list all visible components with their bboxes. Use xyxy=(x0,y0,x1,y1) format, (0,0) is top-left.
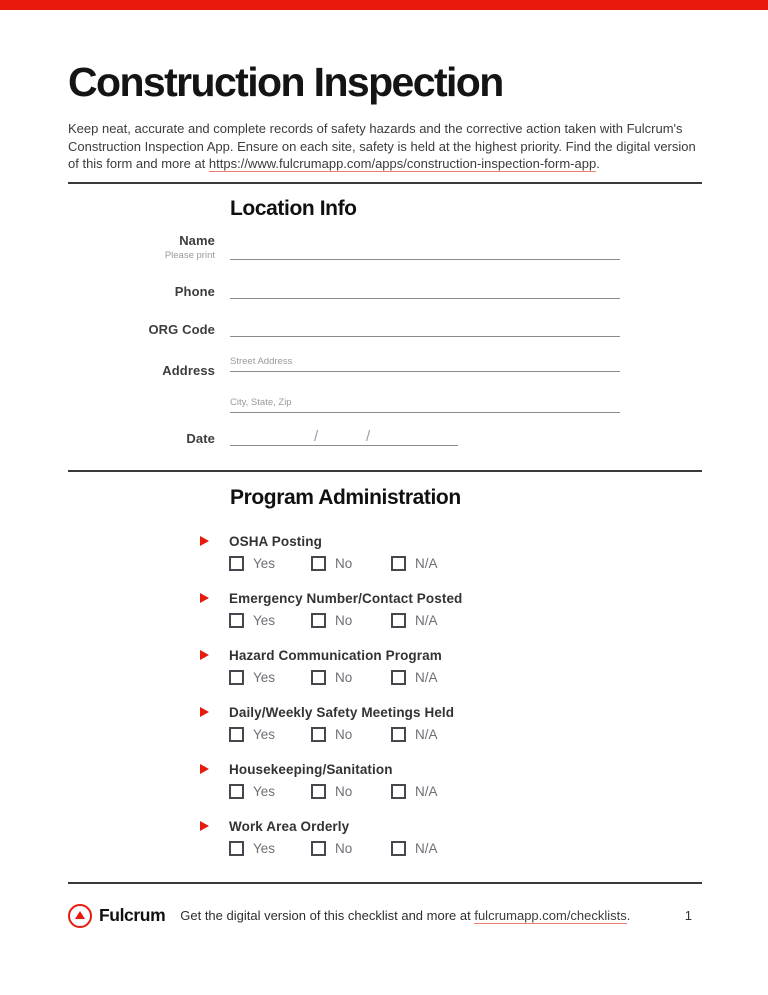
option-label: Yes xyxy=(253,555,276,571)
checkbox-no[interactable] xyxy=(311,613,326,628)
checklist-item-title: Emergency Number/Contact Posted xyxy=(229,590,463,606)
option-na[interactable] xyxy=(391,784,438,799)
name-input-line[interactable] xyxy=(230,259,620,260)
phone-input-line[interactable] xyxy=(230,283,620,299)
option-label: N/A xyxy=(415,726,438,742)
intro-text-end: . xyxy=(596,156,600,172)
address-label: Address xyxy=(162,362,215,378)
street-address-input-line[interactable] xyxy=(230,351,620,372)
option-label: Yes xyxy=(253,669,276,685)
red-triangle-right-icon xyxy=(200,593,209,603)
checklist-item-title: Hazard Communication Program xyxy=(229,647,442,663)
city-state-zip-input-line[interactable] xyxy=(230,392,620,413)
red-triangle-right-icon xyxy=(200,536,209,546)
footer-link[interactable]: fulcrumapp.com/checklists xyxy=(474,908,627,924)
option-label: No xyxy=(335,726,353,742)
field-row-date xyxy=(68,429,702,446)
name-label-block xyxy=(68,233,215,261)
checkbox-na[interactable] xyxy=(391,556,406,571)
checklist-item-title: OSHA Posting xyxy=(229,533,322,549)
option-label: No xyxy=(335,783,353,799)
option-no[interactable] xyxy=(311,670,391,685)
option-no[interactable] xyxy=(311,784,391,799)
name-sublabel: Please print xyxy=(164,249,215,261)
option-yes[interactable] xyxy=(229,670,311,685)
checkbox-yes[interactable] xyxy=(229,613,244,628)
checklist-item-safety-meetings xyxy=(200,705,702,742)
option-label: No xyxy=(335,555,353,571)
page-number: 1 xyxy=(684,908,692,924)
date-label: Date xyxy=(186,430,215,446)
intro-paragraph xyxy=(68,120,702,173)
checkbox-yes[interactable] xyxy=(229,784,244,799)
divider xyxy=(68,882,702,884)
option-no[interactable] xyxy=(311,613,391,628)
org-code-label: ORG Code xyxy=(148,321,215,337)
option-no[interactable] xyxy=(311,556,391,571)
checkbox-no[interactable] xyxy=(311,784,326,799)
footer-text-start: Get the digital version of this checklist and more at xyxy=(180,908,475,924)
page-footer xyxy=(68,904,702,928)
option-label: Yes xyxy=(253,726,276,742)
footer-text xyxy=(180,908,630,923)
divider xyxy=(68,182,702,184)
org-code-input-line[interactable] xyxy=(230,321,620,337)
divider xyxy=(68,470,702,472)
option-na[interactable] xyxy=(391,613,438,628)
option-label: N/A xyxy=(415,840,438,856)
field-row-address xyxy=(68,351,702,413)
footer-text-end: . xyxy=(626,908,631,924)
checklist-item-work-area-orderly xyxy=(200,819,702,856)
option-yes[interactable] xyxy=(229,841,311,856)
date-separator-2: / xyxy=(366,427,371,445)
option-na[interactable] xyxy=(391,727,438,742)
field-row-phone xyxy=(68,283,702,299)
option-no[interactable] xyxy=(311,727,391,742)
option-yes[interactable] xyxy=(229,613,311,628)
option-label: No xyxy=(335,612,353,628)
up-triangle-icon xyxy=(75,911,85,919)
option-label: N/A xyxy=(415,612,438,628)
red-circle-up-triangle-icon xyxy=(68,904,92,928)
phone-label: Phone xyxy=(174,283,215,299)
option-label: Yes xyxy=(253,840,276,856)
date-input-line[interactable] xyxy=(230,429,458,446)
option-na[interactable] xyxy=(391,556,438,571)
name-label: Name xyxy=(179,232,215,248)
red-triangle-right-icon xyxy=(200,707,209,717)
red-triangle-right-icon xyxy=(200,764,209,774)
checklist-item-emergency-number xyxy=(200,591,702,628)
checkbox-yes[interactable] xyxy=(229,670,244,685)
field-row-name xyxy=(68,233,702,261)
brand-name: Fulcrum xyxy=(99,905,166,926)
checklist-item-title: Work Area Orderly xyxy=(229,818,350,834)
checklist-item-title: Daily/Weekly Safety Meetings Held xyxy=(229,704,455,720)
intro-link[interactable]: https://www.fulcrumapp.com/apps/construction-inspection-form-app xyxy=(208,156,597,172)
option-na[interactable] xyxy=(391,670,438,685)
option-label: N/A xyxy=(415,555,438,571)
checklist-item-osha-posting xyxy=(200,534,702,571)
red-triangle-right-icon xyxy=(200,821,209,831)
checkbox-na[interactable] xyxy=(391,613,406,628)
checkbox-yes[interactable] xyxy=(229,841,244,856)
checklist-item-hazard-communication xyxy=(200,648,702,685)
checkbox-yes[interactable] xyxy=(229,727,244,742)
option-label: No xyxy=(335,840,353,856)
city-state-zip-hint: City, State, Zip xyxy=(230,396,292,408)
option-label: N/A xyxy=(415,669,438,685)
option-yes[interactable] xyxy=(229,784,311,799)
option-label: N/A xyxy=(415,783,438,799)
checkbox-no[interactable] xyxy=(311,670,326,685)
checklist-item-title: Housekeeping/Sanitation xyxy=(229,761,393,777)
option-no[interactable] xyxy=(311,841,391,856)
option-na[interactable] xyxy=(391,841,438,856)
date-separator-1: / xyxy=(314,427,319,445)
intro-text: Keep neat, accurate and complete records of safety hazards and the corrective action taken with Fulcrum's Construction Inspection App. Ensure on each site, safety is held at the highest priority. Find the digital version of this form and more at xyxy=(68,121,696,172)
checkbox-no[interactable] xyxy=(311,556,326,571)
section-heading-program-administration: Program Administration xyxy=(230,485,461,509)
page-title: Construction Inspection xyxy=(68,59,503,105)
checkbox-yes[interactable] xyxy=(229,556,244,571)
option-yes[interactable] xyxy=(229,556,311,571)
checkbox-no[interactable] xyxy=(311,841,326,856)
option-label: Yes xyxy=(253,612,276,628)
checkbox-na[interactable] xyxy=(391,841,406,856)
checkbox-na[interactable] xyxy=(391,670,406,685)
checkbox-na[interactable] xyxy=(391,784,406,799)
field-row-org-code xyxy=(68,321,702,337)
option-label: No xyxy=(335,669,353,685)
checkbox-no[interactable] xyxy=(311,727,326,742)
checkbox-na[interactable] xyxy=(391,727,406,742)
top-accent-bar xyxy=(0,0,768,10)
section-heading-location-info: Location Info xyxy=(230,196,357,220)
option-yes[interactable] xyxy=(229,727,311,742)
option-label: Yes xyxy=(253,783,276,799)
checklist-item-housekeeping xyxy=(200,762,702,799)
street-address-hint: Street Address xyxy=(230,355,293,367)
red-triangle-right-icon xyxy=(200,650,209,660)
